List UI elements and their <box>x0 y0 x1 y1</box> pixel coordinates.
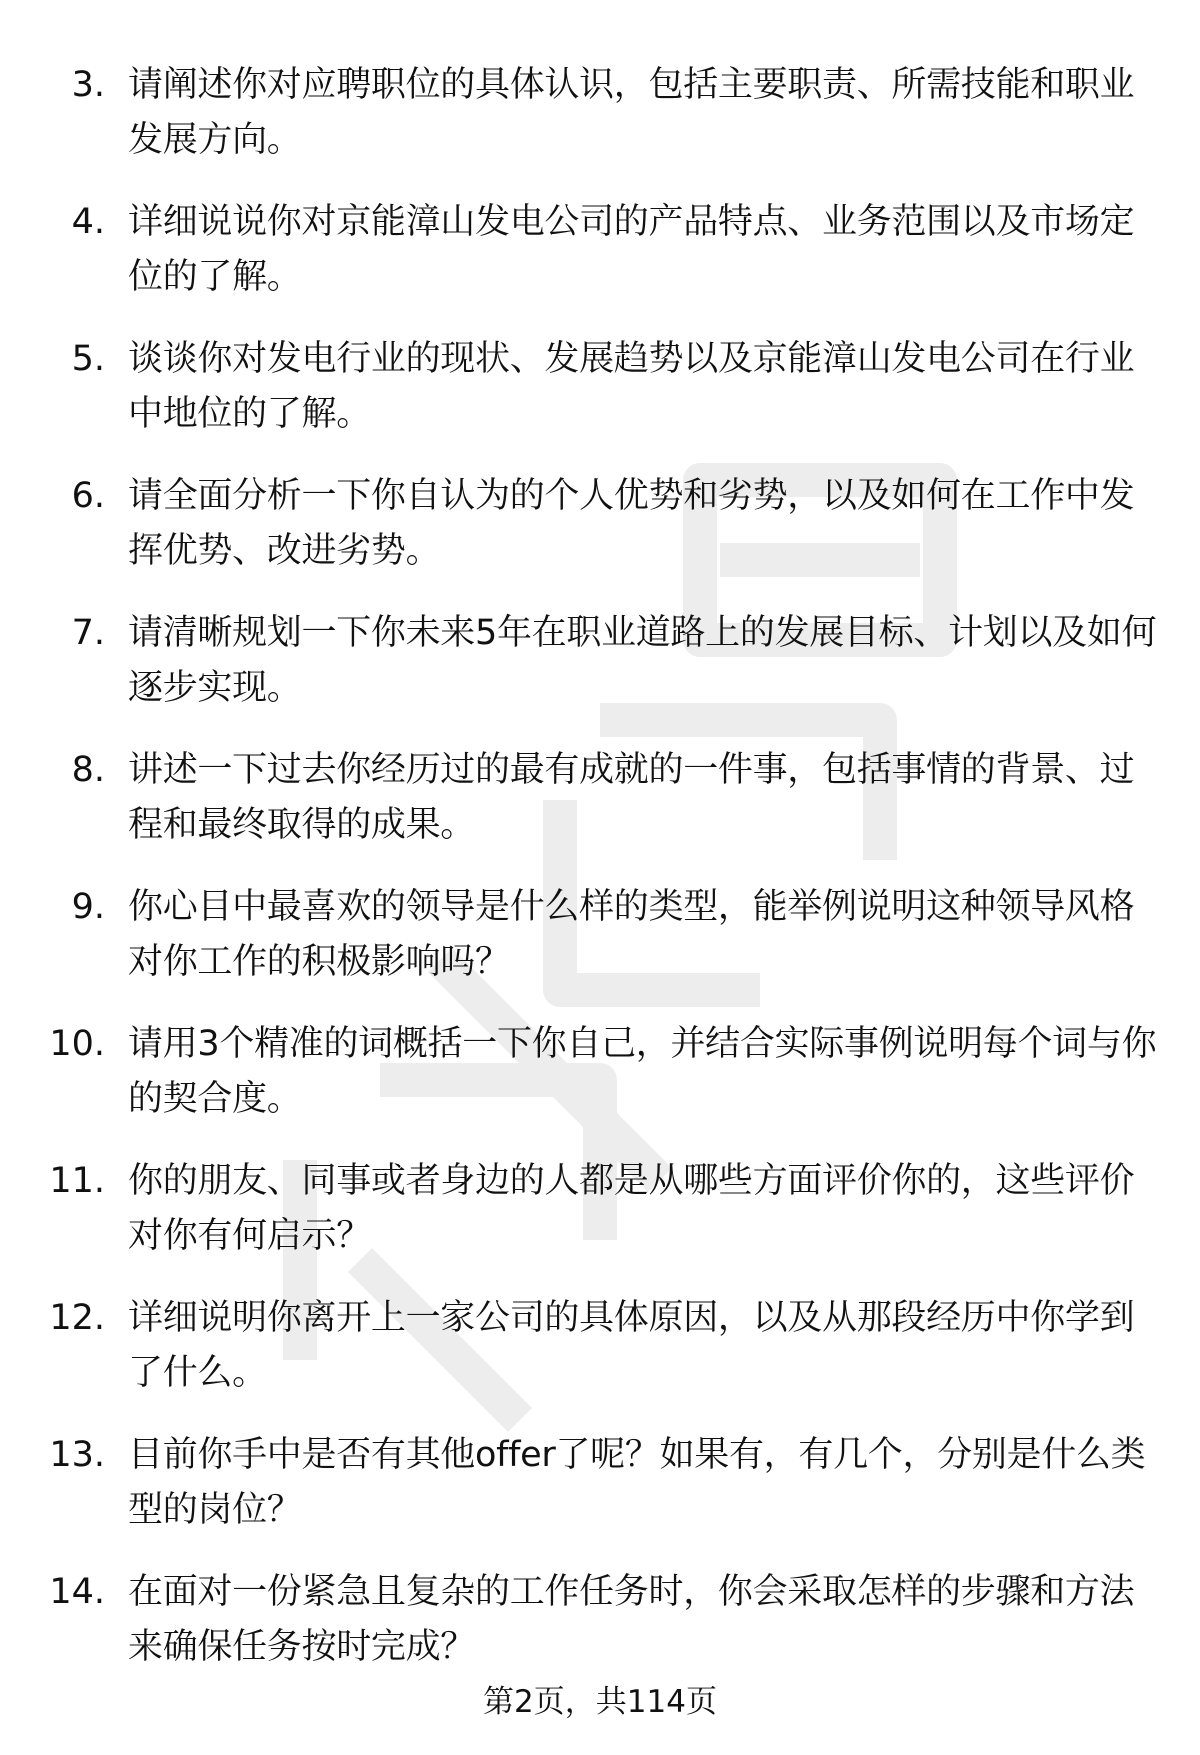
question-text: 请阐述你对应聘职位的具体认识，包括主要职责、所需技能和职业发展方向。 <box>128 65 1135 160</box>
question-number: 13. <box>49 1435 105 1475</box>
question-item <box>0 606 1200 743</box>
question-number: 7. <box>71 613 105 653</box>
question-number: 8. <box>71 750 105 790</box>
question-number: 10. <box>49 1024 105 1064</box>
question-number: 5. <box>71 339 105 379</box>
question-item <box>0 1154 1200 1291</box>
question-text: 详细说明你离开上一家公司的具体原因，以及从那段经历中你学到了什么。 <box>128 1298 1135 1393</box>
question-item <box>0 1428 1200 1565</box>
question-text: 请用3个精准的词概括一下你自己，并结合实际事例说明每个词与你的契合度。 <box>128 1024 1157 1119</box>
question-number: 4. <box>71 202 105 242</box>
question-text: 目前你手中是否有其他offer了呢？如果有，有几个，分别是什么类型的岗位？ <box>128 1435 1146 1530</box>
question-number: 3. <box>71 65 105 105</box>
question-number: 12. <box>49 1298 105 1338</box>
question-text: 详细说说你对京能漳山发电公司的产品特点、业务范围以及市场定位的了解。 <box>128 202 1135 297</box>
question-text: 你心目中最喜欢的领导是什么样的类型，能举例说明这种领导风格对你工作的积极影响吗？ <box>128 887 1135 982</box>
question-number: 11. <box>49 1161 105 1201</box>
question-text: 你的朋友、同事或者身边的人都是从哪些方面评价你的，这些评价对你有何启示？ <box>128 1161 1135 1256</box>
question-text: 请清晰规划一下你未来5年在职业道路上的发展目标、计划以及如何逐步实现。 <box>128 613 1157 708</box>
question-number: 14. <box>49 1572 105 1612</box>
question-item <box>0 1291 1200 1428</box>
question-number: 6. <box>71 476 105 516</box>
question-item <box>0 332 1200 469</box>
question-item <box>0 58 1200 195</box>
question-item <box>0 743 1200 880</box>
question-list <box>0 58 1200 1702</box>
question-item <box>0 1017 1200 1154</box>
question-text: 讲述一下过去你经历过的最有成就的一件事，包括事情的背景、过程和最终取得的成果。 <box>128 750 1135 845</box>
question-text: 请全面分析一下你自认为的个人优势和劣势，以及如何在工作中发挥优势、改进劣势。 <box>128 476 1135 571</box>
question-item <box>0 880 1200 1017</box>
page-footer: 第2页，共114页 <box>483 1684 717 1720</box>
question-number: 9. <box>71 887 105 927</box>
question-item <box>0 195 1200 332</box>
question-text: 谈谈你对发电行业的现状、发展趋势以及京能漳山发电公司在行业中地位的了解。 <box>128 339 1135 434</box>
question-text: 在面对一份紧急且复杂的工作任务时，你会采取怎样的步骤和方法来确保任务按时完成？ <box>128 1572 1135 1667</box>
question-item <box>0 469 1200 606</box>
